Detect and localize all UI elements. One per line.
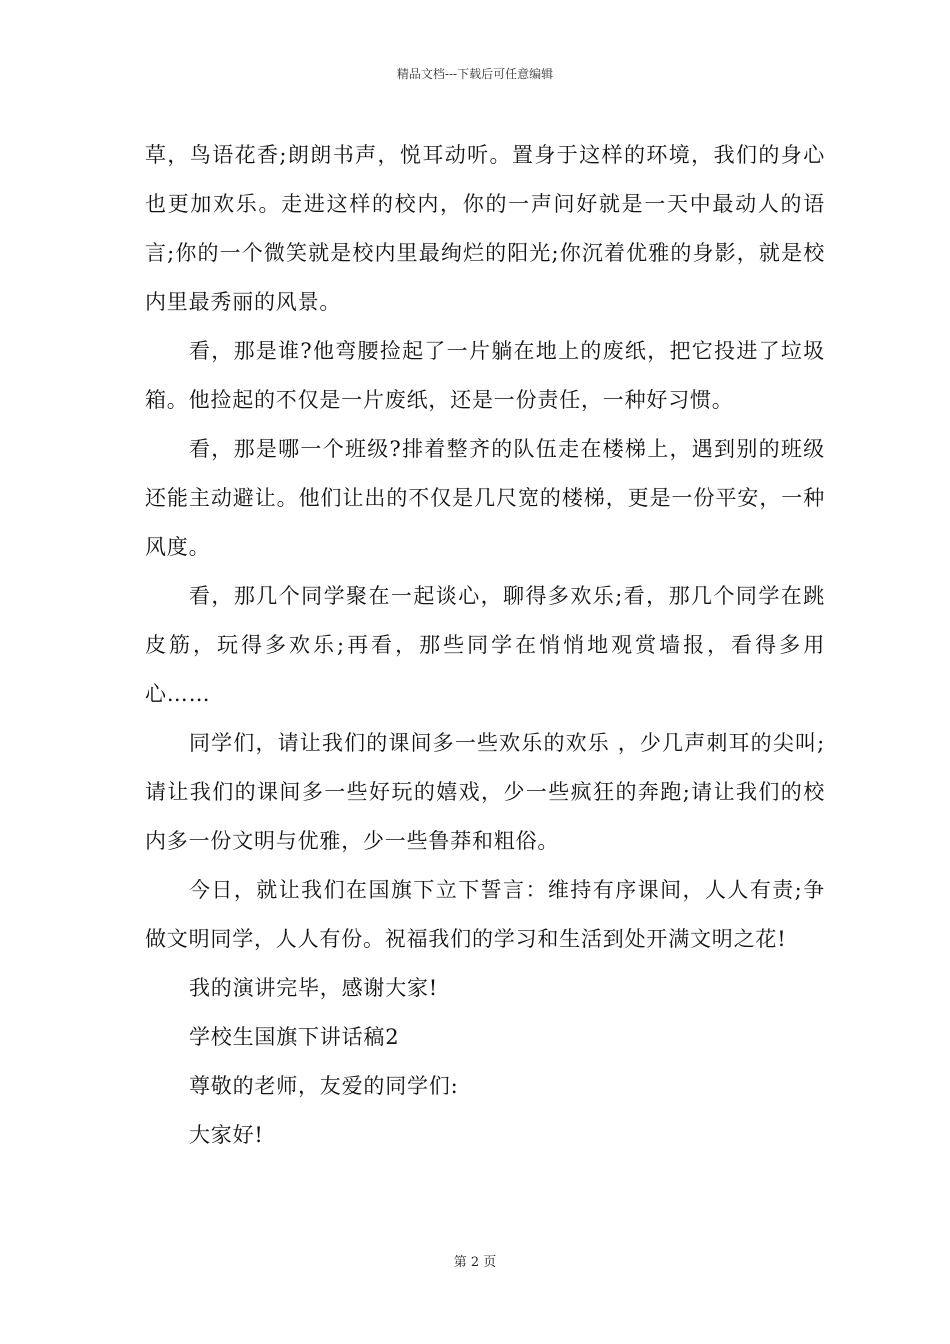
page-header: 精品文档---下载后可任意编辑	[396, 67, 554, 81]
paragraph-5: 同学们，请让我们的课间多一些欢乐的欢乐 ，少几声刺耳的尖叫;请让我们的课间多一些好玩的嬉戏，少一些疯狂的奔跑;请让我们的校内多一份文明与优雅，少一些鲁莽和粗俗。	[145, 731, 825, 853]
paragraph-6: 今日，就让我们在国旗下立下誓言：维持有序课间，人人有责;争做文明同学，人人有份。祝福我们的学习和生活到处开满文明之花!	[145, 878, 825, 951]
section-title: 学校生国旗下讲话稿2	[189, 1025, 400, 1049]
document-body	[145, 131, 825, 1160]
closing-line: 我的演讲完毕，感谢大家!	[189, 976, 439, 1000]
greeting: 大家好!	[189, 1123, 264, 1147]
paragraph-2: 看，那是谁?他弯腰捡起了一片躺在地上的废纸，把它投进了垃圾箱。他捡起的不仅是一片废纸，还是一份责任，一种好习惯。	[145, 339, 825, 412]
salutation: 尊敬的老师，友爱的同学们:	[189, 1074, 459, 1098]
page-number: 第 2 页	[453, 1255, 497, 1270]
paragraph-1: 草，鸟语花香;朗朗书声，悦耳动听。置身于这样的环境，我们的身心也更加欢乐。走进这样的校内，你的一声问好就是一天中最动人的语言;你的一个微笑就是校内里最绚烂的阳光;你沉着优雅的身影，就是校内里最秀丽的风景。	[145, 143, 825, 314]
paragraph-4: 看，那几个同学聚在一起谈心，聊得多欢乐;看，那几个同学在跳皮筋，玩得多欢乐;再看，那些同学在悄悄地观赏墙报，看得多用心……	[145, 584, 825, 706]
paragraph-3: 看，那是哪一个班级?排着整齐的队伍走在楼梯上，遇到别的班级还能主动避让。他们让出的不仅是几尺宽的楼梯，更是一份平安，一种风度。	[145, 437, 825, 559]
